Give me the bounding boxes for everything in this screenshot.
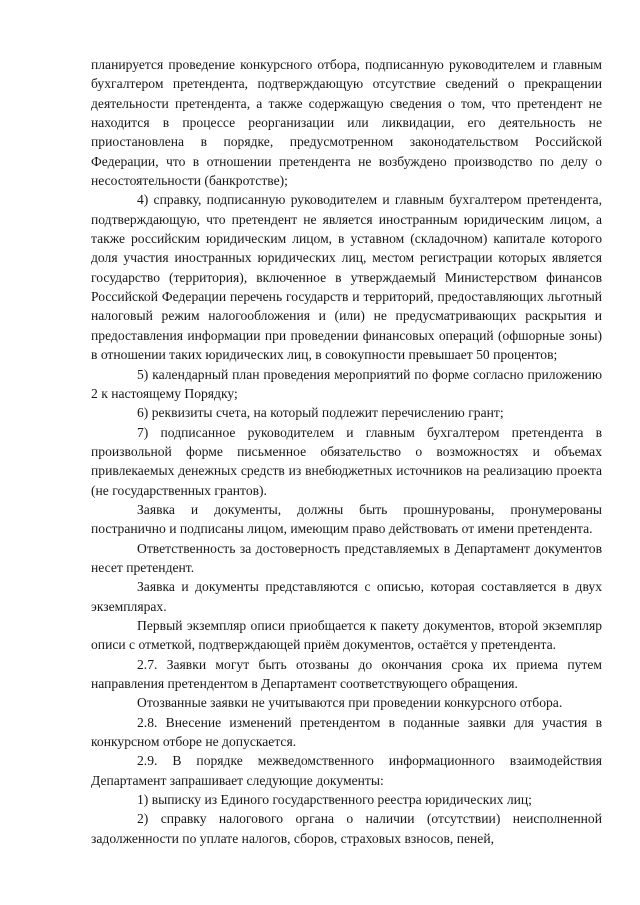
paragraph-binding: Заявка и документы, должны быть прошнурованы, пронумерованы постранично и подписаны лицом, имеющим право действовать от имени претендента. [91,501,602,537]
paragraph-item-5: 5) календарный план проведения мероприятий по форме согласно приложению 2 к настоящему Порядку; [91,366,602,401]
paragraph-inventory: Заявка и документы представляются с описью, которая составляется в двух экземплярах. [91,579,602,614]
paragraph-section-2-9: 2.9. В порядке межведомственного информационного взаимодействия Департамент запрашивает следующие документы: [91,753,602,788]
paragraph-continuation: планируется проведение конкурсного отбора, подписанную руководителем и главным бухгалтером претендента, подтверждающую отсутствие сведений о прекращении деятельности претендента, а также содержащую сведения о том, что претендент не находится в процессе реорганизации или ликвидации, его деятельность не приостановлена в порядке, предусмотренном законодательством Российской Федерации, что в отношении претендента не возбуждено производство по делу о несостоятельности (банкротстве); [91,57,602,189]
paragraph-responsibility: Ответственность за достоверность представляемых в Департамент документов несет претендент. [91,540,602,575]
paragraph-section-2-7: 2.7. Заявки могут быть отозваны до окончания срока их приема путем направления претендентом в Департамент соответствующего обращения. [91,656,602,691]
paragraph-request-item-1: 1) выписку из Единого государственного реестра юридических лиц; [137,792,532,808]
paragraph-withdrawn: Отозванные заявки не учитываются при проведении конкурсного отбора. [137,695,563,711]
paragraph-request-item-2: 2) справку налогового органа о наличии (отсутствии) неисполненной задолженности по уплате налогов, сборов, страховых взносов, пеней, [91,811,602,846]
paragraph-inventory-copies: Первый экземпляр описи приобщается к пакету документов, второй экземпляр описи с отметкой, подтверждающей приём документов, остаётся у претендента. [91,617,602,653]
paragraph-item-6: 6) реквизиты счета, на который подлежит перечислению грант; [137,405,504,421]
paragraph-item-4: 4) справку, подписанную руководителем и главным бухгалтером претендента, подтверждающую, что претендент не является иностранным юридическим лицом, а также российским юридическим лицом, в уставном (складочном) капитале которого доля участия иностранных юридических лиц, местом регистрации которых является государство (территория), включенное в утверждаемый Министерством финансов Российской Федерации перечень государств и территорий, предоставляющих льготный налоговый режим налогообложения и (или) не предусматривающих раскрытия и предоставления информации при проведении финансовых операций (офшорные зоны) в отношении таких юридических лиц, в совокупности превышает 50 процентов; [91,192,602,363]
paragraph-section-2-8: 2.8. Внесение изменений претендентом в поданные заявки для участия в конкурсном отборе не допускается. [91,714,602,750]
paragraph-item-7: 7) подписанное руководителем и главным бухгалтером претендента в произвольной форме письменное обязательство о возможностях и объемах привлекаемых денежных средств из внебюджетных источников на реализацию проекта (не государственных грантов). [91,424,602,498]
document-page [91,55,602,848]
